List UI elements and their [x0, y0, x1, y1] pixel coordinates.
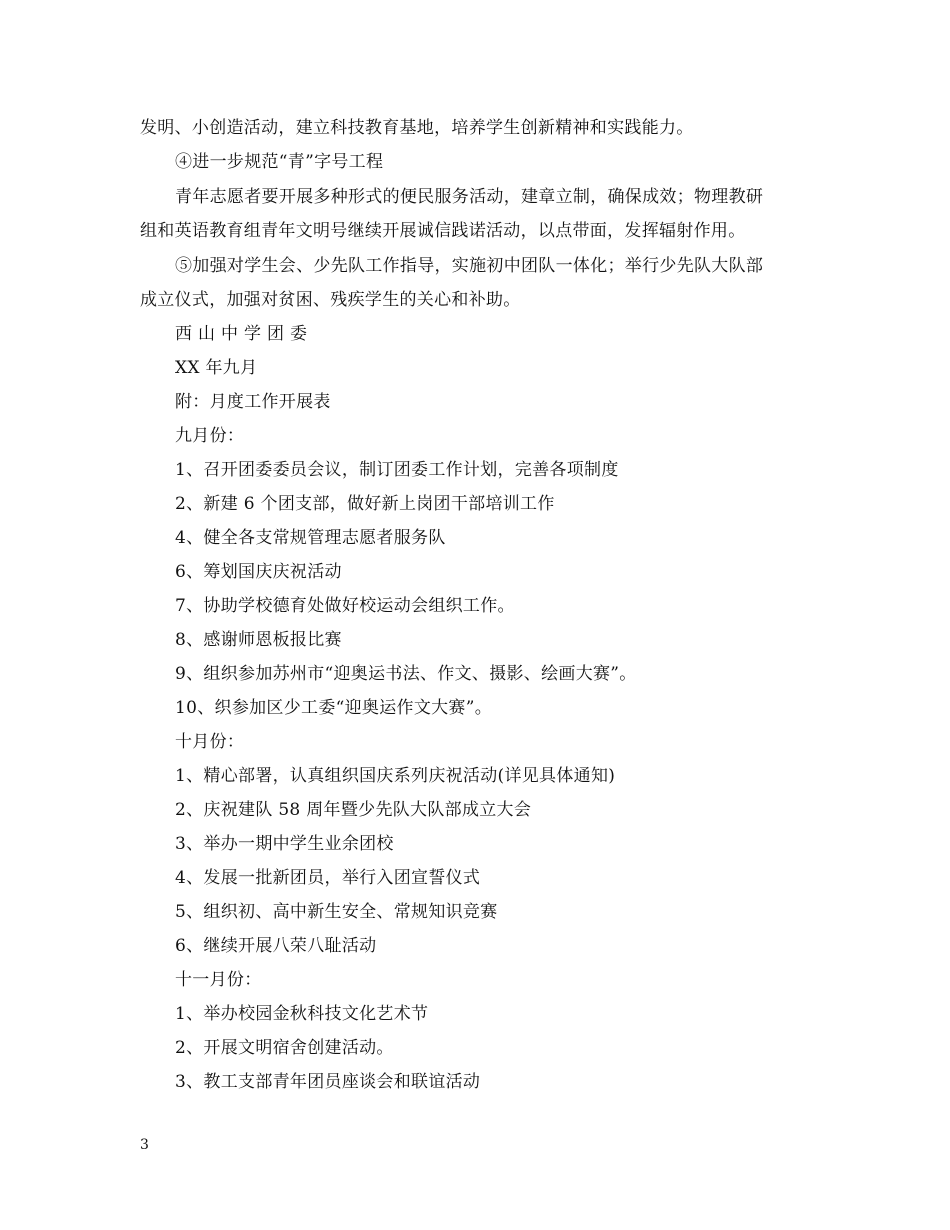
list-item: 6、继续开展八荣八耻活动	[175, 936, 377, 956]
paragraph-line: 发明、小创造活动，建立科技教育基地，培养学生创新精神和实践能力。	[140, 118, 694, 138]
paragraph-line: 青年志愿者要开展多种形式的便民服务活动，建章立制，确保成效；物理教研	[175, 187, 764, 207]
list-item: 9、组织参加苏州市“迎奥运书法、作文、摄影、绘画大赛”。	[175, 664, 637, 684]
list-item: 2、新建 6 个团支部，做好新上岗团干部培训工作	[175, 494, 555, 514]
signature-date: XX 年九月	[175, 358, 258, 378]
list-item: 8、感谢师恩板报比赛	[175, 630, 342, 650]
list-item: 7、协助学校德育处做好校运动会组织工作。	[175, 596, 515, 616]
list-item: 3、教工支部青年团员座谈会和联谊活动	[175, 1072, 481, 1092]
list-item: 4、发展一批新团员，举行入团宣誓仪式	[175, 868, 481, 888]
list-item: 6、筹划国庆庆祝活动	[175, 562, 342, 582]
list-item: 2、开展文明宿舍创建活动。	[175, 1038, 394, 1058]
list-item: 1、召开团委委员会议，制订团委工作计划，完善各项制度	[175, 460, 619, 480]
list-item: 10、织参加区少工委“迎奥运作文大赛”。	[175, 698, 493, 718]
list-item: 5、组织初、高中新生安全、常规知识竞赛	[175, 902, 498, 922]
month-heading-october: 十月份：	[175, 732, 245, 752]
list-item: 3、举办一期中学生业余团校	[175, 834, 394, 854]
month-heading-september: 九月份：	[175, 426, 245, 446]
section-heading: ④进一步规范“青”字号工程	[175, 152, 384, 172]
paragraph-line: 成立仪式，加强对贫困、残疾学生的关心和补助。	[140, 290, 521, 310]
list-item: 1、举办校园金秋科技文化艺术节	[175, 1004, 429, 1024]
list-item: 4、健全各支常规管理志愿者服务队	[175, 528, 446, 548]
paragraph-line: ⑤加强对学生会、少先队工作指导，实施初中团队一体化；举行少先队大队部	[175, 256, 764, 276]
appendix-title: 附：月度工作开展表	[175, 392, 331, 412]
paragraph-line: 组和英语教育组青年文明号继续开展诚信践诺活动，以点带面，发挥辐射作用。	[140, 221, 746, 241]
list-item: 2、庆祝建队 58 周年暨少先队大队部成立大会	[175, 800, 532, 820]
signature-organization: 西 山 中 学 团 委	[175, 324, 308, 344]
page-number: 3	[140, 1137, 149, 1153]
month-heading-november: 十一月份：	[175, 970, 262, 990]
list-item: 1、精心部署，认真组织国庆系列庆祝活动(详见具体通知)	[175, 766, 616, 786]
